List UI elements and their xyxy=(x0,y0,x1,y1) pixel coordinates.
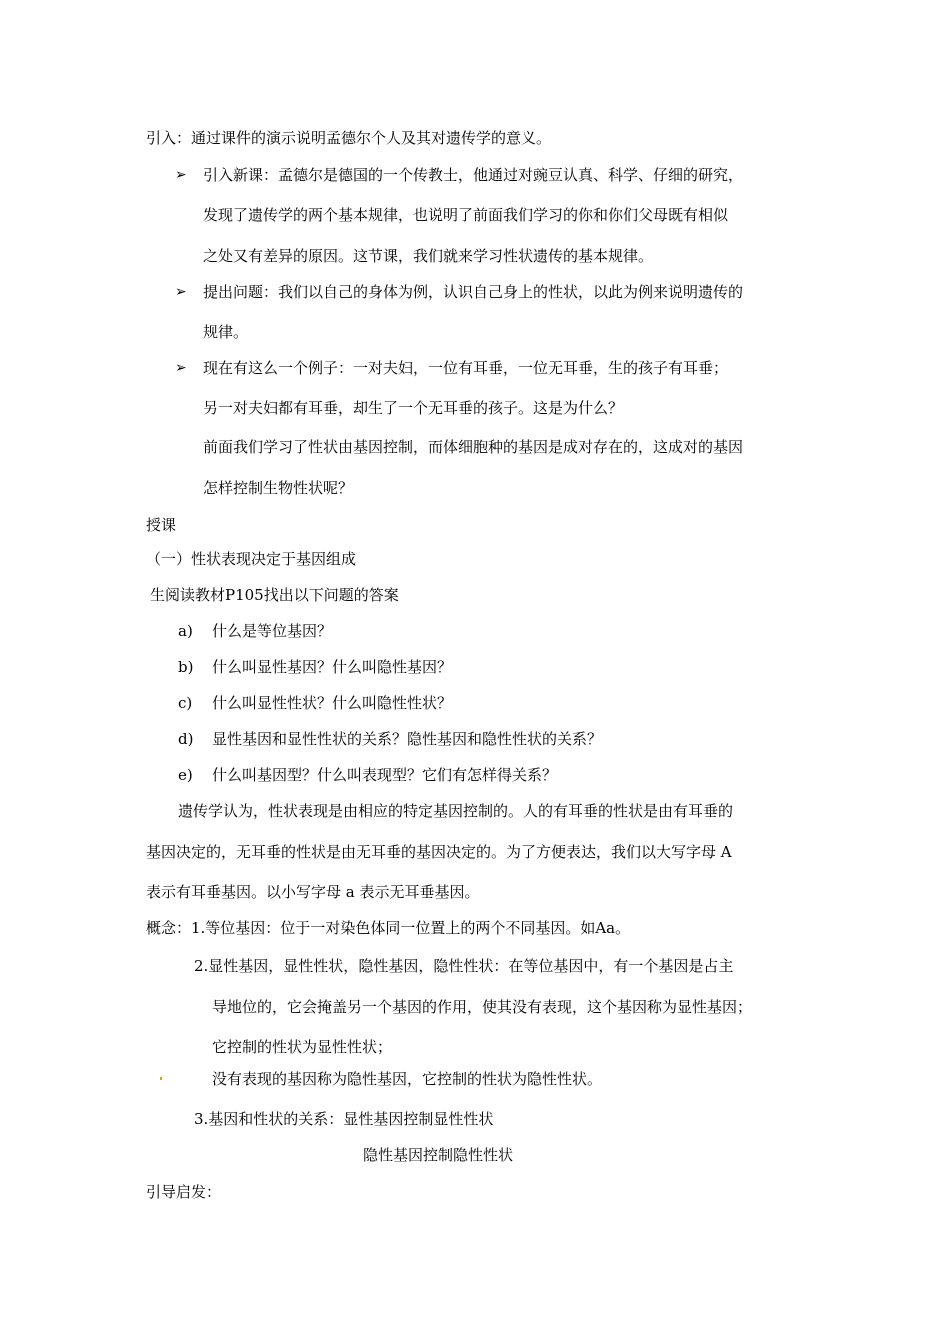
paragraph-line1: 遗传学认为，性状表现是由相应的特定基因控制的。人的有耳垂的性状是由有耳垂的 xyxy=(178,802,734,820)
question-text: 显性基因和显性性状的关系？隐性基因和隐性性状的关系？ xyxy=(212,730,603,748)
section-title: （一）性状表现决定于基因组成 xyxy=(146,550,357,568)
paragraph-line2: 基因决定的，无耳垂的性状是由无耳垂的基因决定的。为了方便表达，我们以大写字母 A xyxy=(146,843,732,861)
intro-bullet1-line3: 之处又有差异的原因。这节课，我们就来学习性状遗传的基本规律。 xyxy=(203,247,654,265)
paragraph-line3: 表示有耳垂基因。以小写字母 a 表示无耳垂基因。 xyxy=(146,883,480,901)
intro-bullet2-line1: 提出问题：我们以自己的身体为例，认识自己身上的性状，以此为例来说明遗传的 xyxy=(203,283,744,301)
concept-2-line2: 导地位的，它会掩盖另一个基因的作用，使其没有表现，这个基因称为显性基因； xyxy=(212,998,753,1016)
question-text: 什么叫显性基因？什么叫隐性基因？ xyxy=(212,658,453,676)
concept-2-line3: 它控制的性状为显性性状； xyxy=(212,1038,393,1056)
bullet-icon: ➢ xyxy=(175,360,187,376)
concept-2-line4: 没有表现的基因称为隐性基因，它控制的性状为隐性性状。 xyxy=(212,1070,603,1088)
intro-bullet3-line4: 怎样控制生物性状呢？ xyxy=(203,479,354,497)
concept-3-line2: 隐性基因控制隐性性状 xyxy=(363,1146,514,1164)
intro-bullet1-line1: 引入新课：孟德尔是德国的一个传教士，他通过对豌豆认真、科学、仔细的研究， xyxy=(203,166,744,184)
question-text: 什么叫显性性状？什么叫隐性性状？ xyxy=(212,694,453,712)
intro-bullet3-line1: 现在有这么一个例子：一对夫妇，一位有耳垂，一位无耳垂，生的孩子有耳垂； xyxy=(203,359,729,377)
question-marker: e) xyxy=(178,766,193,784)
intro-bullet1-line2: 发现了遗传学的两个基本规律，也说明了前面我们学习的你和你们父母既有相似 xyxy=(203,206,729,224)
question-text: 什么叫基因型？什么叫表现型？它们有怎样得关系？ xyxy=(212,766,558,784)
closing-heading: 引导启发： xyxy=(146,1183,222,1201)
concept-3-line1: 3.基因和性状的关系：显性基因控制显性性状 xyxy=(194,1110,494,1128)
stray-mark xyxy=(160,1077,162,1080)
intro-heading: 引入：通过课件的演示说明孟德尔个人及其对遗传学的意义。 xyxy=(146,129,552,147)
question-text: 什么是等位基因？ xyxy=(212,622,333,640)
bullet-icon: ➢ xyxy=(175,167,187,183)
question-marker: b) xyxy=(178,658,194,676)
lesson-heading: 授课 xyxy=(146,516,177,534)
intro-bullet2-line2: 规律。 xyxy=(203,323,249,341)
reading-instruction: 生阅读教材P105找出以下问题的答案 xyxy=(150,586,399,604)
intro-bullet3-line2: 另一对夫妇都有耳垂，却生了一个无耳垂的孩子。这是为什么？ xyxy=(203,399,624,417)
question-marker: c) xyxy=(178,694,193,712)
intro-bullet3-line3: 前面我们学习了性状由基因控制，而体细胞种的基因是成对存在的，这成对的基因 xyxy=(203,438,744,456)
concept-2-line1: 2.显性基因，显性性状，隐性基因，隐性性状：在等位基因中，有一个基因是占主 xyxy=(194,957,734,975)
concept-1: 概念：1.等位基因：位于一对染色体同一位置上的两个不同基因。如Aa。 xyxy=(146,919,631,937)
question-marker: a) xyxy=(178,622,193,640)
question-marker: d) xyxy=(178,730,194,748)
bullet-icon: ➢ xyxy=(175,284,187,300)
